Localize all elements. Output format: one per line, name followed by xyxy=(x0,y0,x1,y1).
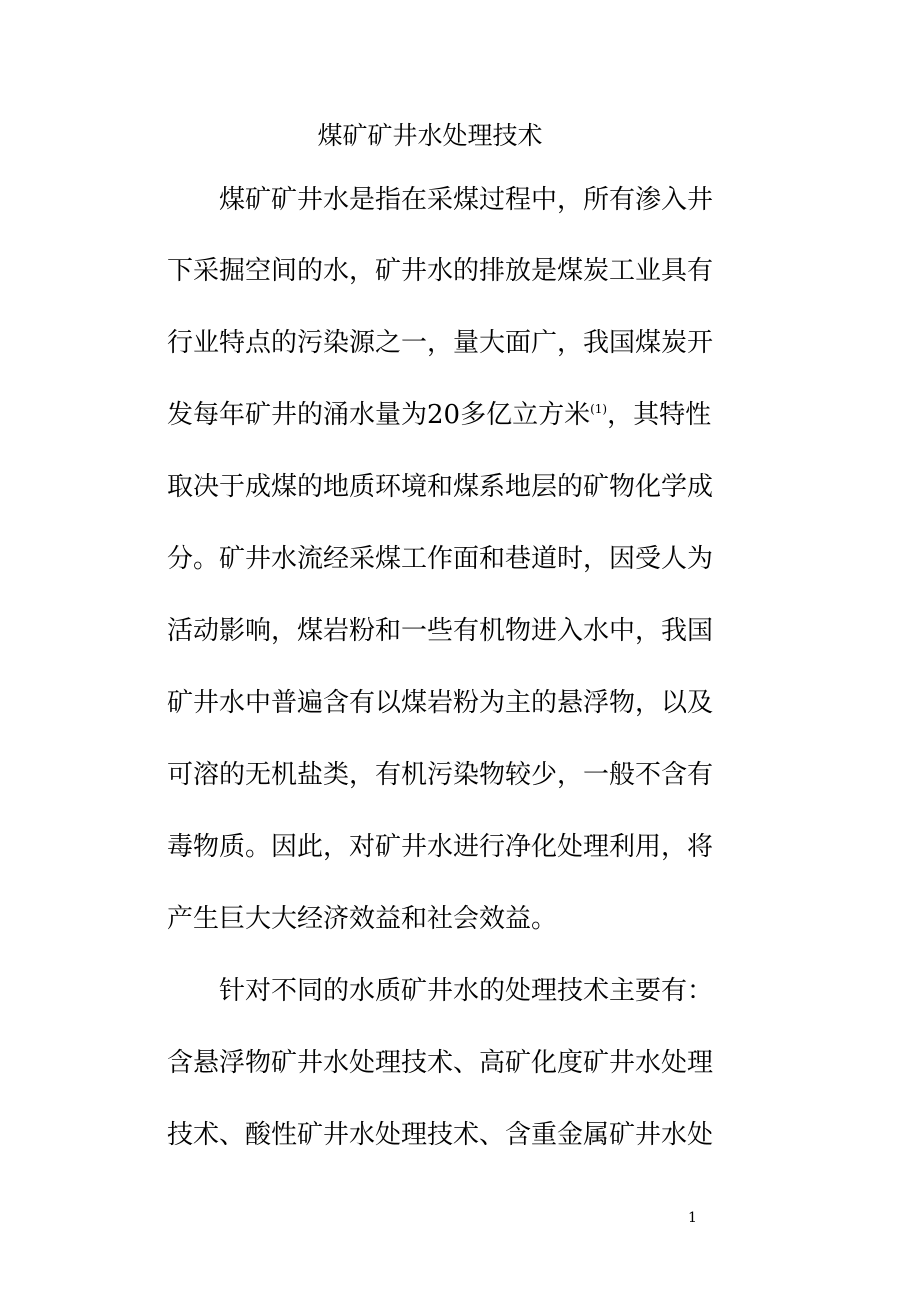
text-line: 活动影响，煤岩粉和一些有机物进入水中，我国 xyxy=(167,616,714,646)
text-line: 煤矿矿井水是指在采煤过程中，所有渗入井 xyxy=(219,185,714,215)
text-line: 针对不同的水质矿井水的处理技术主要有： xyxy=(219,976,714,1006)
text-line: 矿井水中普遍含有以煤岩粉为主的悬浮物，以及 xyxy=(167,688,714,718)
text-line: 分。矿井水流经采煤工作面和巷道时，因受人为 xyxy=(167,544,714,574)
text-line: 取决于成煤的地质环境和煤系地层的矿物化学成 xyxy=(167,472,714,502)
text-line: 技术、酸性矿井水处理技术、含重金属矿井水处 xyxy=(167,1120,714,1150)
text-segment: ，其特性 xyxy=(607,400,712,430)
text-line: 行业特点的污染源之一，量大面广，我国煤炭开 xyxy=(167,328,714,358)
text-line: 下采掘空间的水，矿井水的排放是煤炭工业具有 xyxy=(167,256,714,286)
page-number: 1 xyxy=(688,1210,697,1226)
text-line: 含悬浮物矿井水处理技术、高矿化度矿井水处理 xyxy=(167,1048,714,1078)
reference-mark: (1) xyxy=(590,402,608,416)
document-title: 煤矿矿井水处理技术 xyxy=(317,121,543,150)
text-segment: 发每年矿井的涌水量为20多亿立方米 xyxy=(167,400,591,430)
text-line: 产生巨大大经济效益和社会效益。 xyxy=(167,904,558,934)
text-line: 毒物质。因此，对矿井水进行净化处理利用，将 xyxy=(167,832,714,862)
text-line: 可溶的无机盐类，有机污染物较少，一般不含有 xyxy=(167,760,714,790)
text-line-with-reference xyxy=(167,395,711,435)
